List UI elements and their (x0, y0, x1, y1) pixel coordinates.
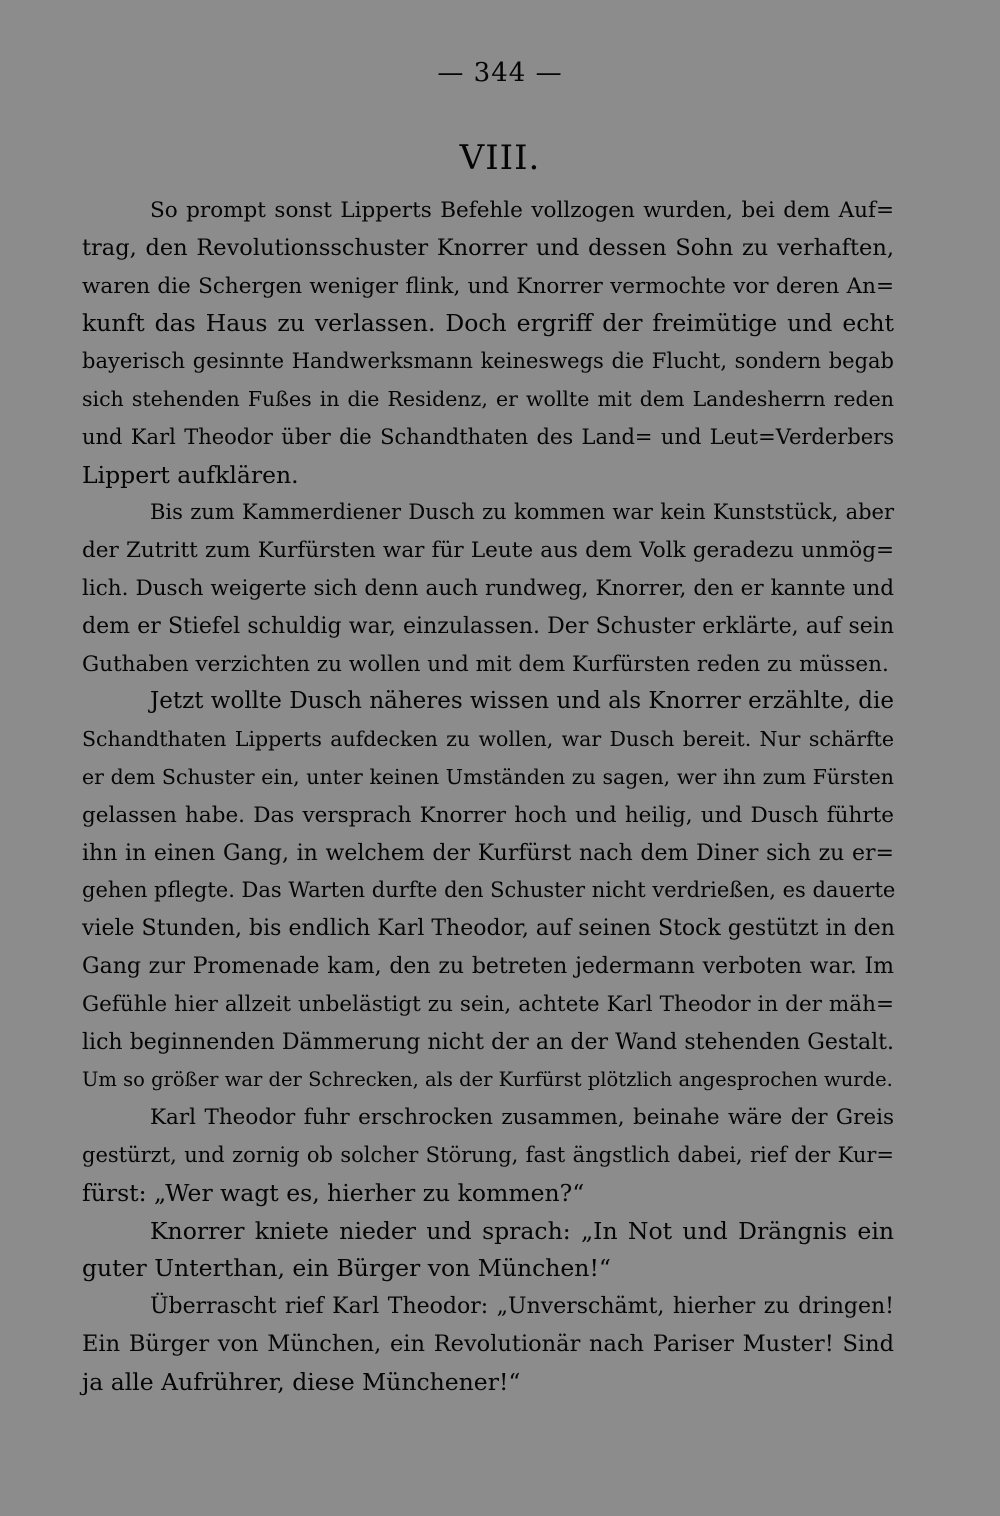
text-line: waren die Schergen weniger flink, und Knorrer vermochte vor deren An= (82, 273, 894, 299)
text-line: lich beginnenden Dämmerung nicht der an der Wand stehenden Gestalt. (82, 1029, 894, 1055)
text-line: Lippert aufklären. (82, 460, 299, 489)
text-line: er dem Schuster ein, unter keinen Umständen zu sagen, wer ihn zum Fürsten (82, 764, 894, 789)
chapter-heading: VIII. (459, 138, 541, 178)
text-line: der Zutritt zum Kurfürsten war für Leute aus dem Volk geradezu unmög= (82, 538, 894, 564)
text-line: Karl Theodor fuhr erschrocken zusammen, beinahe wäre der Greis (150, 1105, 894, 1131)
text-line: fürst: „Wer wagt es, hierher zu kommen?“ (82, 1178, 585, 1207)
text-line: trag, den Revolutionsschuster Knorrer und dessen Sohn zu verhaften, (82, 234, 894, 261)
text-line: ihn in einen Gang, in welchem der Kurfürst nach dem Diner sich zu er= (82, 840, 894, 866)
text-line: Guthaben verzichten zu wollen und mit dem Kurfürsten reden zu müssen. (82, 651, 889, 677)
text-line: gestürzt, und zornig ob solcher Störung, fast ängstlich dabei, rief der Kur= (82, 1142, 894, 1167)
text-line: Überrascht rief Karl Theodor: „Unverschämt, hierher zu dringen! (150, 1294, 894, 1320)
text-line: Gang zur Promenade kam, den zu betreten jedermann verboten war. Im (82, 953, 894, 979)
text-line: Knorrer kniete nieder und sprach: „In Not und Drängnis ein (150, 1216, 894, 1245)
text-line: lich. Dusch weigerte sich denn auch rundweg, Knorrer, den er kannte und (82, 575, 894, 601)
text-line: So prompt sonst Lipperts Befehle vollzogen wurden, bei dem Auf= (150, 198, 894, 223)
text-line: Ein Bürger von München, ein Revolutionär nach Pariser Muster! Sind (82, 1330, 894, 1357)
text-line: Um so größer war der Schrecken, als der Kurfürst plötzlich angesprochen wurde. (82, 1068, 893, 1092)
text-line: gelassen habe. Das versprach Knorrer hoch und heilig, und Dusch führte (82, 802, 894, 828)
text-line: kunft das Haus zu verlassen. Doch ergriff der freimütige und echt (82, 309, 894, 338)
text-line: guter Unterthan, ein Bürger von München!“ (82, 1254, 611, 1283)
text-line: Gefühle hier allzeit unbelästigt zu sein, achtete Karl Theodor in der mäh= (82, 991, 894, 1017)
body-text (82, 192, 894, 1402)
text-line: ja alle Aufrührer, diese Münchener!“ (82, 1367, 521, 1396)
text-line: Jetzt wollte Dusch näheres wissen und als Knorrer erzählte, die (150, 688, 894, 715)
text-line: dem er Stiefel schuldig war, einzulassen. Der Schuster erklärte, auf sein (82, 613, 894, 639)
text-line: gehen pflegte. Das Warten durfte den Schuster nicht verdrießen, es dauerte (82, 878, 896, 903)
text-line: und Karl Theodor über die Schandthaten des Land= und Leut=Verderbers (82, 424, 894, 449)
text-line: viele Stunden, bis endlich Karl Theodor, auf seinen Stock gestützt in den (82, 916, 895, 942)
text-line: Schandthaten Lipperts aufdecken zu wollen, war Dusch bereit. Nur schärfte (82, 727, 894, 752)
text-line: bayerisch gesinnte Handwerksmann keineswegs die Flucht, sondern begab (82, 349, 894, 374)
text-line: Bis zum Kammerdiener Dusch zu kommen war kein Kunststück, aber (150, 500, 894, 525)
page-number: — 344 — (437, 58, 563, 88)
text-line: sich stehenden Fußes in die Residenz, er wollte mit dem Landesherrn reden (82, 386, 894, 411)
